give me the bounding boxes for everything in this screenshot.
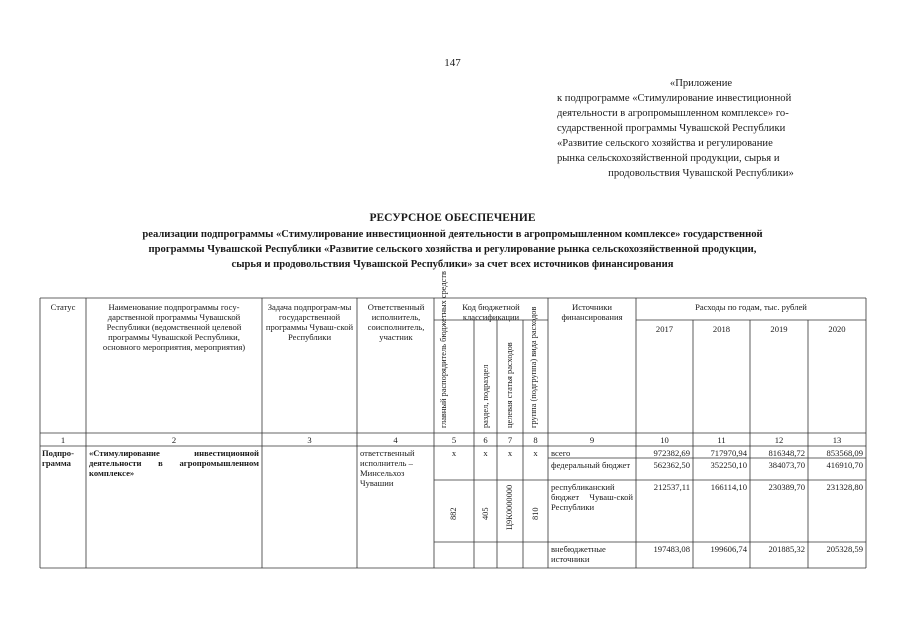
header-sources: Источники финансирования xyxy=(561,302,623,322)
column-number: 1 xyxy=(60,435,66,445)
value-cell: 352250,10 xyxy=(710,460,747,470)
column-number: 7 xyxy=(507,435,513,445)
header-name: Наименование подпрограммы госу-дарственной программы Чувашской Республики (ведомственной целевой программы Чувашской Республики, основного мероприятия, мероприятия) xyxy=(102,302,246,352)
value-cell: 416910,70 xyxy=(826,460,863,470)
value-cell: 212537,11 xyxy=(653,482,690,492)
code-target-article: Ц9К0000000 xyxy=(505,484,514,530)
appendix-note xyxy=(557,76,845,181)
column-number: 5 xyxy=(451,435,457,445)
document-subtitle xyxy=(70,227,835,272)
x-mark: x xyxy=(483,448,488,458)
source-republican: республиканский бюджет Чуваш-ской Республики xyxy=(551,482,633,512)
header-target-article: целевая статья расходов xyxy=(505,342,514,428)
appendix-line: рынка сельскохозяйственной продукции, сырья и xyxy=(557,153,780,164)
header-status: Статус xyxy=(50,302,76,312)
value-cell: 972382,69 xyxy=(653,448,690,458)
value-cell: 197483,08 xyxy=(653,544,690,554)
value-cell: 166114,10 xyxy=(710,482,747,492)
subtitle-line: реализации подпрограммы «Стимулирование инвестиционной деятельности в агропромышленном комплексе» государственной xyxy=(142,229,763,240)
source-total: всего xyxy=(551,448,571,458)
column-number: 2 xyxy=(171,435,177,445)
column-number: 6 xyxy=(483,435,488,445)
column-number: 13 xyxy=(832,435,842,445)
column-number: 4 xyxy=(393,435,398,445)
column-number: 3 xyxy=(307,435,312,445)
column-number: 9 xyxy=(589,435,595,445)
source-federal: федеральный бюджет xyxy=(551,460,631,470)
appendix-line: продовольствия Чувашской Республики» xyxy=(608,168,794,179)
header-chief-manager: главный распорядитель бюджетных средств xyxy=(439,271,448,428)
header-budget-code: Код бюджетной классификации xyxy=(462,302,520,322)
column-number: 10 xyxy=(660,435,669,445)
subtitle-line: программы Чувашской Республики «Развитие сельского хозяйства и регулирование рынка сельскохозяйственной продукции, xyxy=(148,244,757,255)
code-section: 405 xyxy=(481,507,490,520)
code-expense-group: 810 xyxy=(531,507,540,520)
x-mark: x xyxy=(533,448,538,458)
appendix-line: «Приложение xyxy=(669,78,733,89)
header-year-2017: 2017 xyxy=(655,324,674,334)
header-year-2020: 2020 xyxy=(828,324,846,334)
appendix-line: сударственной программы Чувашской Республики xyxy=(557,123,786,134)
value-cell: 853568,09 xyxy=(826,448,863,458)
value-cell: 384073,70 xyxy=(768,460,805,470)
code-chief-manager: 882 xyxy=(449,507,458,520)
column-number: 12 xyxy=(774,435,784,445)
header-task: Задача подпрограм-мы государственной программы Чуваш-ской Республики xyxy=(265,302,354,342)
column-number: 11 xyxy=(717,435,726,445)
row-responsible: ответственный исполнитель – Минсельхоз Чувашии xyxy=(360,448,415,488)
value-cell: 201885,32 xyxy=(768,544,805,554)
value-cell: 199606,74 xyxy=(710,544,747,554)
header-year-2019: 2019 xyxy=(770,324,788,334)
header-year-2018: 2018 xyxy=(712,324,731,334)
appendix-line: деятельности в агропромышленном комплексе» го- xyxy=(557,108,789,119)
value-cell: 231328,80 xyxy=(826,482,863,492)
value-cell: 205328,59 xyxy=(826,544,863,554)
source-extrabudgetary: внебюджетные источники xyxy=(551,544,606,564)
header-section: раздел, подраздел xyxy=(481,364,490,428)
subtitle-line: сырья и продовольствия Чувашской Республики» за счет всех источников финансирования xyxy=(231,259,674,270)
header-expense-group: группа (подгруппа) вида расходов xyxy=(529,306,538,428)
x-mark: x xyxy=(451,448,457,458)
value-cell: 816348,72 xyxy=(768,448,805,458)
appendix-line: к подпрограмме «Стимулирование инвестиционной xyxy=(557,93,792,104)
document-title: РЕСУРСНОЕ ОБЕСПЕЧЕНИЕ xyxy=(369,212,536,224)
value-cell: 562362,50 xyxy=(653,460,690,470)
value-cell: 230389,70 xyxy=(768,482,805,492)
page-number: 147 xyxy=(444,57,461,69)
row-status: Подпро-грамма xyxy=(42,448,74,468)
header-responsible: Ответственный исполнитель, соисполнитель, участник xyxy=(367,302,425,342)
header-expenses: Расходы по годам, тыс. рублей xyxy=(695,302,807,312)
row-name: «Стимулирование инвестиционной деятельности в агропромышленном комплексе» xyxy=(89,448,259,478)
appendix-line: «Развитие сельского хозяйства и регулирование xyxy=(557,138,773,149)
x-mark: x xyxy=(507,448,513,458)
column-number: 8 xyxy=(533,435,538,445)
value-cell: 717970,94 xyxy=(710,448,747,458)
